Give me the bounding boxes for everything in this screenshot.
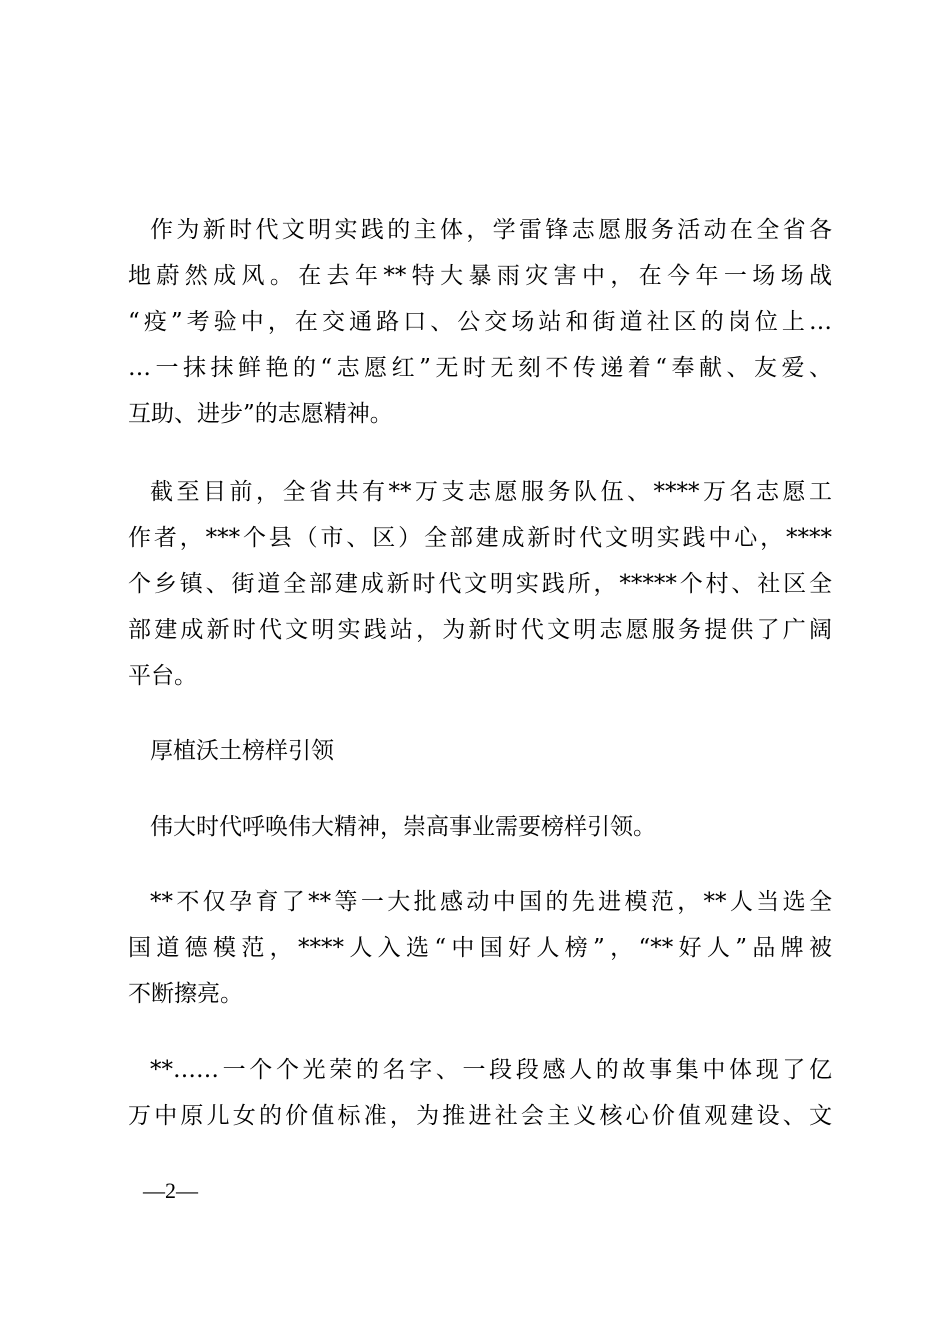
paragraph-5-line-1: **……一个个光荣的名字、一段段感人的故事集中体现了亿	[150, 1057, 832, 1083]
paragraph-2-line-3: 个乡镇、街道全部建成新时代文明实践所，*****个村、社区全	[128, 571, 832, 597]
paragraph-1-line-1: 作为新时代文明实践的主体，学雷锋志愿服务活动在全省各	[150, 217, 832, 243]
paragraph-1-line-3: “疫”考验中，在交通路口、公交场站和街道社区的岗位上…	[128, 309, 832, 335]
paragraph-5-line-2: 万中原儿女的价值标准，为推进社会主义核心价值观建设、文	[128, 1103, 832, 1129]
paragraph-2-line-1: 截至目前，全省共有**万支志愿服务队伍、****万名志愿工	[150, 479, 832, 505]
paragraph-1-line-5: 互助、进步”的志愿精神。	[128, 401, 393, 427]
paragraph-3-line-1: 伟大时代呼唤伟大精神，崇高事业需要榜样引领。	[150, 814, 656, 840]
paragraph-2-line-5: 平台。	[128, 663, 197, 689]
paragraph-2-line-4: 部建成新时代文明实践站，为新时代文明志愿服务提供了广阔	[128, 617, 832, 643]
paragraph-4-line-1: **不仅孕育了**等一大批感动中国的先进模范，**人当选全	[150, 889, 832, 915]
paragraph-1-line-2: 地蔚然成风。在去年**特大暴雨灾害中，在今年一场场战	[128, 263, 832, 289]
page-number: —2—	[143, 1178, 198, 1203]
paragraph-1-line-4: …一抹抹鲜艳的“志愿红”无时无刻不传递着“奉献、友爱、	[128, 355, 832, 381]
paragraph-2-line-2: 作者，***个县（市、区）全部建成新时代文明实践中心，****	[128, 525, 832, 551]
section-heading: 厚植沃土榜样引领	[150, 738, 334, 764]
paragraph-4-line-2: 国道德模范，****人入选“中国好人榜”，“**好人”品牌被	[128, 935, 832, 961]
paragraph-4-line-3: 不断擦亮。	[128, 981, 243, 1007]
